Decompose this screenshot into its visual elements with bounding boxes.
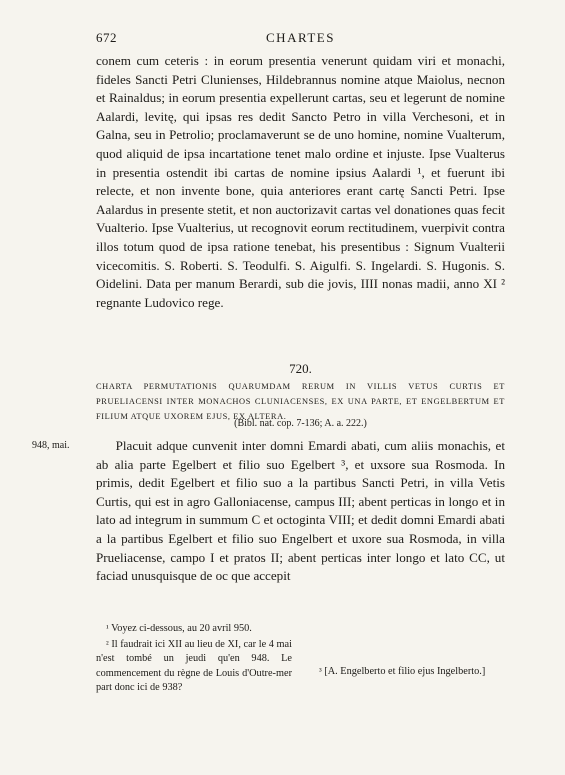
footnote-1 [96, 621, 292, 637]
footnote-2 [96, 637, 292, 696]
footnotes-right-column [309, 621, 505, 680]
footnotes-left-column [96, 621, 292, 696]
page-number: 672 [96, 30, 117, 45]
charter-source: (Bibl. nat. cop. 7-136; A. a. 222.) [234, 418, 367, 429]
footnote-text: Voyez ci-dessous, au 20 avril 950. [111, 623, 252, 634]
footnote-3 [309, 664, 505, 680]
charter-title: CHARTA PERMUTATIONIS QUARUMDAM RERUM IN VILLIS VETUS CURTIS ET PRUELIACENSI INTER MONACHOS CLUNIACENSES, EX UNA PARTE, ET ENGELBERTUM ET FILIUM ATQUE UXOREM EJUS, EX ALTERA. [96, 382, 505, 421]
footnote-text: [A. Engelberto et filio ejus Ingelberto.] [324, 666, 486, 677]
charter-text [96, 437, 505, 586]
paragraph: conem cum ceteris : in eorum presentia venerunt quidam viri et monachi, fideles Sancti Petri Clunienses, Hildebrannus nomine atque Maiolus, necnon et Rainaldus; in eorum presentia expellerunt cartas, seu et legerunt de nomine Aalardi, levitę, qui ipsas res dedit Sancto Petro in villa Verchesoni, et in Galna, seu in Petrolio; proclamaverunt se de uno homine, nomine Vualterum, quod aliquid de ipsa incartatione tenet malo ordine et injuste. Ipse Vualterus in presentia ostendit ibi cartas de nomine ipsius Aalardi ¹, et fuerunt ibi relecte, et non invente bone, quia anteriores erant cartę Sancti Petri. Ipse Aalardus in presente stetit, et non auctorizavit cartas vel donationes quas fecit Vualterio. Ipse Vualterius, ut recognovit eorum rectitudinem, vuerpivit contra illos totum quod de ipsa ratione tenebat, his presentibus : Signum Vualterii vicecomitis. S. Roberti. S. Teodulfi. S. Aigulfi. S. Ingelardi. S. Hugonis. S. Oidelini. Data per manum Berardi, sub die jovis, IIII nonas madii, anno XI ² regnante Ludovico rege. [96, 53, 505, 310]
preceding-charter-text [96, 52, 505, 312]
charter-number: 720. [289, 361, 312, 376]
margin-date: 948, mai. [32, 440, 70, 451]
running-title: CHARTES [266, 30, 335, 45]
footnote-mark: ³ [319, 666, 322, 676]
page-header [96, 30, 505, 48]
footnote-mark: ¹ [106, 623, 109, 633]
footnote-text: Il faudrait ici XII au lieu de XI, car le 4 mai n'est tombé un jeudi qu'en 948. Le commencement du règne de Louis d'Outre-mer part donc ici de 938? [96, 638, 292, 693]
paragraph: Placuit adque cunvenit inter domni Emardi abati, cum aliis monachis, et ab alia parte Egelbert et filio suo Egelbert ³, et uxsore sua Rosmoda. In primis, dedit Egelbert et filio suo a la partibus Sancti Petri, in villa Vetis Curtis, qui est in agro Galloniacense, campus III; abent perticas in longo et in lato ad integrum in summum C et octoginta VIII; et dedit domni Emardi abati a la partibus Egelbert et filio suo Engelbert et uxore sua Rosmoda, in villa Prueliacense, campo I et pratos II; abent perticas inter longo et lato CC, ut faciad unusquisque de oc que accepit [96, 438, 505, 584]
footnote-mark: ² [106, 638, 109, 649]
